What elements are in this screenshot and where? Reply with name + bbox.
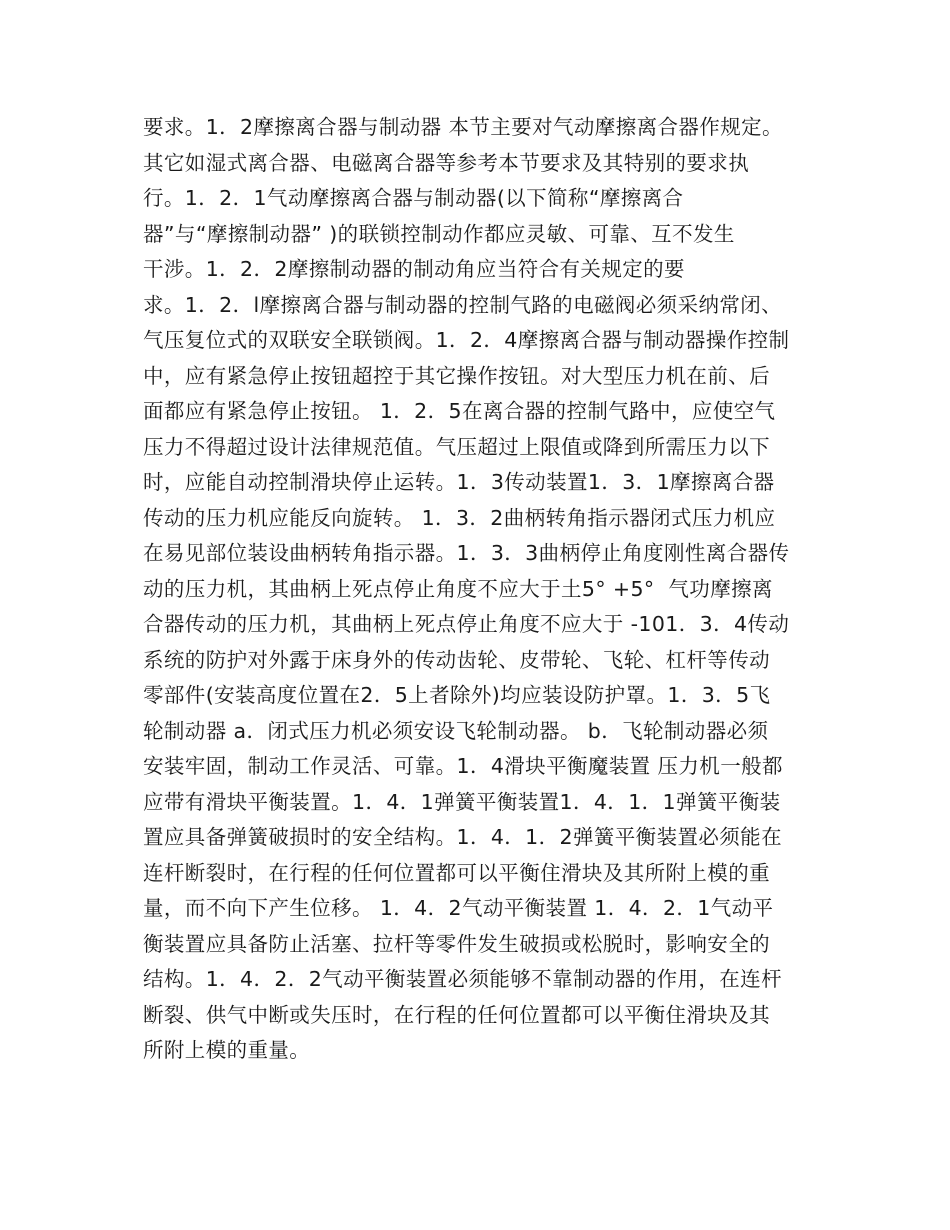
text-line: 干涉。1．2．2摩擦制动器的制动角应当符合有关规定的要 — [143, 257, 685, 281]
text-line: 连杆断裂时，在行程的任何位置都可以平衡住滑块及其所附上模的重 — [143, 860, 770, 885]
text-line: 安装牢固，制动工作灵活、可靠。1．4滑块平衡魔装置 压力机一般都 — [143, 754, 783, 778]
text-line: 其它如湿式离合器、电磁离合器等参考本节要求及其特别的要求执 — [143, 150, 750, 175]
text-line: 所附上模的重量。 — [143, 1038, 311, 1062]
text-line: 求。1．2．l摩擦离合器与制动器的控制气路的电磁阀必须采纳常闭、 — [143, 292, 783, 317]
text-line: 动的压力机，其曲柄上死点停止角度不应大于土5° +5° 气功摩擦离 — [143, 576, 773, 601]
text-line: 轮制动器 a．闭式压力机必须安设飞轮制动器。 b．飞轮制动器必须 — [143, 718, 769, 743]
text-line: 置应具备弹簧破损时的安全结构。1．4．1．2弹簧平衡装置必须能在 — [143, 825, 782, 849]
text-line: 结构。1．4．2．2气动平衡装置必须能够不靠制动器的作用，在连杆 — [143, 967, 782, 991]
text-line: 压力不得超过设计法律规范值。气压超过上限值或降到所需压力以下 — [143, 434, 770, 459]
text-line: 时，应能自动控制滑块停止运转。1．3传动装置1．3．1摩擦离合器 — [143, 470, 775, 494]
text-line: 零部件(安装高度位置在2．5上者除外)均应装设防护罩。1．3．5飞 — [143, 683, 771, 707]
text-line: 系统的防护对外露于床身外的传动齿轮、皮带轮、飞轮、杠杆等传动 — [143, 647, 770, 672]
text-line: 行。1．2．1气动摩擦离合器与制动器(以下简称“摩擦离合 — [143, 186, 684, 210]
text-line: 器”与“摩擦制动器” )的联锁控制动作都应灵敏、可靠、互不发生 — [143, 221, 735, 246]
text-line: 断裂、供气中断或失压时，在行程的任何位置都可以平衡住滑块及其 — [143, 1002, 770, 1027]
text-line: 应带有滑块平衡装置。1．4．1弹簧平衡装置1．4．1．1弹簧平衡装 — [143, 789, 781, 814]
text-line: 气压复位式的双联安全联锁阀。1．2．4摩擦离合器与制动器操作控制 — [143, 328, 790, 352]
text-line: 传动的压力机应能反向旋转。 1．3．2曲柄转角指示器闭式压力机应 — [143, 505, 776, 530]
text-line: 合器传动的压力机，其曲柄上死点停止角度不应大于 -101．3．4传动 — [143, 612, 790, 636]
text-line: 面都应有紧急停止按钮。 1．2．5在离合器的控制气路中，应使空气 — [143, 399, 776, 423]
text-line: 衡装置应具备防止活塞、拉杆等零件发生破损或松脱时，影响安全的 — [143, 931, 770, 956]
text-line: 中，应有紧急停止按钮超控于其它操作按钮。对大型压力机在前、后 — [143, 363, 770, 388]
text-line: 量，而不向下产生位移。 1．4．2气动平衡装置 1．4．2．1气动平 — [143, 896, 774, 920]
body-text — [143, 110, 823, 1069]
text-line: 在易见部位装设曲柄转角指示器。1．3．3曲柄停止角度刚性离合器传 — [143, 541, 790, 565]
text-line: 要求。1．2摩擦离合器与制动器 本节主要对气动摩擦离合器作规定。 — [143, 115, 783, 139]
